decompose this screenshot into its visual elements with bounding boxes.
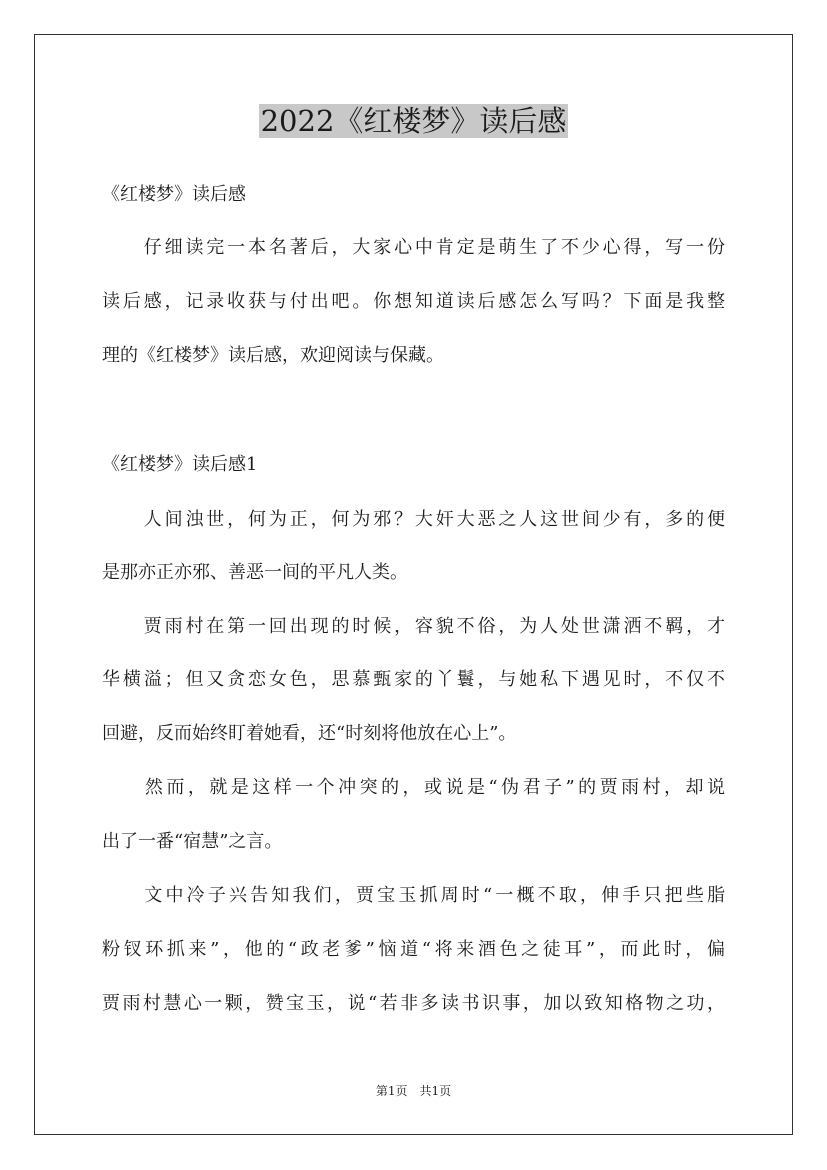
paragraph-line: 华横溢；但又贪恋女色，思慕甄家的丫鬟，与她私下遇见时，不仅不: [102, 669, 725, 690]
paragraph-line: 回避，反而始终盯着她看，还“时刻将他放在心上”。: [102, 723, 517, 744]
intro-line-2: 读后感，记录收获与付出吧。你想知道读后感怎么写吗？下面是我整: [102, 291, 725, 312]
paragraph-line: 是那亦正亦邪、善恶一间的平凡人类。: [102, 562, 408, 583]
paragraph-line: 人间浊世，何为正，何为邪？大奸大恶之人这世间少有，多的便: [102, 509, 725, 530]
paragraph-line: 贾雨村慧心一颗，赞宝玉，说“若非多读书识事，加以致知格物之功，: [102, 993, 725, 1014]
document-subtitle: 《红楼梦》读后感: [102, 184, 246, 205]
paragraph-line: 粉钗环抓来”，他的“政老爹”恼道“将来酒色之徒耳”，而此时，偏: [102, 939, 725, 960]
intro-line-1: 仔细读完一本名著后，大家心中肯定是萌生了不少心得，写一份: [102, 237, 725, 258]
paragraph-line: 贾雨村在第一回出现的时候，容貌不俗，为人处世潇洒不羁，才: [102, 616, 725, 637]
document-title-text: 2022《红楼梦》读后感: [260, 104, 567, 138]
paragraph-line: 文中冷子兴告知我们，贾宝玉抓周时“一概不取，伸手只把些脂: [102, 885, 725, 906]
section-heading-1: 《红楼梦》读后感1: [102, 454, 258, 475]
paragraph-line: 然而，就是这样一个冲突的，或说是“伪君子”的贾雨村，却说: [102, 777, 725, 798]
paragraph-line: 出了一番“宿慧”之言。: [102, 831, 283, 852]
page-footer: 第1页 共1页: [375, 1084, 452, 1098]
intro-line-3: 理的《红楼梦》读后感，欢迎阅读与保藏。: [102, 345, 444, 366]
document-title: [0, 101, 827, 141]
